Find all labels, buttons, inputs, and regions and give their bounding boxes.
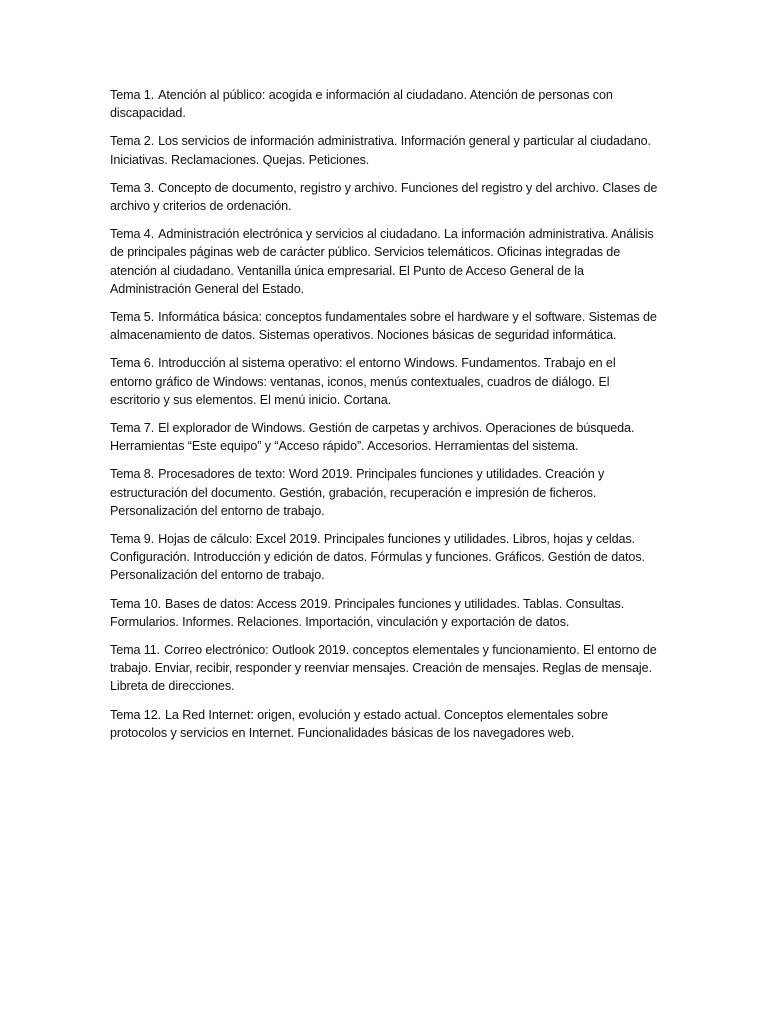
tema-label: Tema 4. xyxy=(110,227,155,242)
tema-text: El explorador de Windows. Gestión de carpetas y archivos. Operaciones de búsqueda. Herramientas “Este equipo” y “Acceso rápido”. Accesorios. Herramientas del sistema. xyxy=(110,421,635,454)
tema-4 xyxy=(110,225,658,298)
tema-3 xyxy=(110,179,658,215)
tema-text: La Red Internet: origen, evolución y estado actual. Conceptos elementales sobre protocolos y servicios en Internet. Funcionalidades básicas de los navegadores web. xyxy=(110,707,608,740)
tema-text: Procesadores de texto: Word 2019. Principales funciones y utilidades. Creación y estructuración del documento. Gestión, grabación, recuperación e impresión de ficheros. Personalización del entorno de trabajo. xyxy=(110,467,605,518)
tema-5 xyxy=(110,308,658,344)
tema-label: Tema 2. xyxy=(110,134,155,149)
tema-2 xyxy=(110,132,658,168)
tema-text: Administración electrónica y servicios al ciudadano. La información administrativa. Análisis de principales páginas web de carácter público. Servicios telemáticos. Oficinas integradas de atención al ciudadano. Ventanilla única empresarial. El Punto de Acceso General de la Administración General del Estado. xyxy=(110,227,654,296)
tema-text: Los servicios de información administrativa. Información general y particular al ciudadano. Iniciativas. Reclamaciones. Quejas. Peticiones. xyxy=(110,134,651,167)
tema-label: Tema 9. xyxy=(110,532,155,547)
tema-text: Bases de datos: Access 2019. Principales funciones y utilidades. Tablas. Consultas. Formularios. Informes. Relaciones. Importación, vinculación y exportación de datos. xyxy=(110,596,625,629)
tema-6 xyxy=(110,354,658,409)
tema-label: Tema 7. xyxy=(110,421,155,436)
tema-label: Tema 12. xyxy=(110,707,162,722)
tema-label: Tema 10. xyxy=(110,596,162,611)
document-page xyxy=(110,86,658,752)
tema-10 xyxy=(110,595,658,631)
tema-11 xyxy=(110,641,658,696)
tema-12 xyxy=(110,706,658,742)
tema-label: Tema 11. xyxy=(110,643,161,658)
tema-9 xyxy=(110,530,658,585)
tema-label: Tema 3. xyxy=(110,180,155,195)
tema-label: Tema 5. xyxy=(110,310,155,325)
tema-text: Hojas de cálculo: Excel 2019. Principales funciones y utilidades. Libros, hojas y celdas. Configuración. Introducción y edición de datos. Fórmulas y funciones. Gráficos. Gestión de datos. Personalización del entorno de trabajo. xyxy=(110,532,645,583)
tema-1 xyxy=(110,86,658,122)
tema-label: Tema 8. xyxy=(110,467,155,482)
tema-text: Introducción al sistema operativo: el entorno Windows. Fundamentos. Trabajo en el entorno gráfico de Windows: ventanas, iconos, menús contextuales, cuadros de diálogo. El escritorio y sus elementos. El menú inicio. Cortana. xyxy=(110,356,616,407)
tema-7 xyxy=(110,419,658,455)
tema-8 xyxy=(110,465,658,520)
tema-text: Informática básica: conceptos fundamentales sobre el hardware y el software. Sistemas de almacenamiento de datos. Sistemas operativos. Nociones básicas de seguridad informática. xyxy=(110,310,657,343)
tema-label: Tema 1. xyxy=(110,88,155,102)
tema-text: Concepto de documento, registro y archivo. Funciones del registro y del archivo. Clases de archivo y criterios de ordenación. xyxy=(110,180,658,214)
tema-text: Atención al público: acogida e información al ciudadano. Atención de personas con discapacidad. xyxy=(110,88,613,121)
tema-text: Correo electrónico: Outlook 2019. conceptos elementales y funcionamiento. El entorno de trabajo. Enviar, recibir, responder y reenviar mensajes. Creación de mensajes. Reglas de mensaje. Libreta de direcciones. xyxy=(110,643,657,694)
tema-label: Tema 6. xyxy=(110,356,155,371)
